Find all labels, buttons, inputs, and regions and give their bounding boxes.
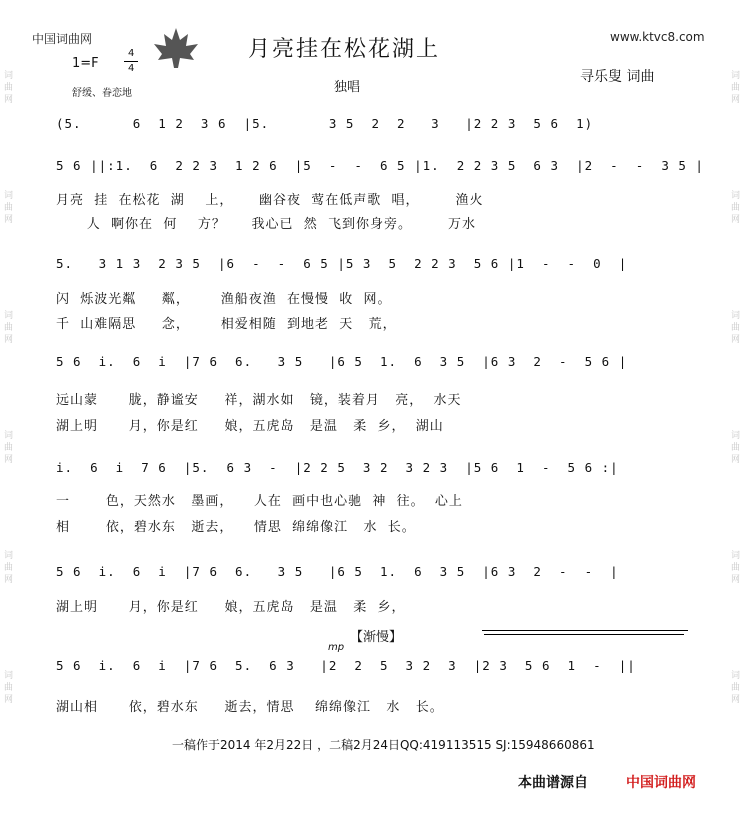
source-site: 中国词曲网 <box>626 775 696 791</box>
notation-line-5: i. 6 i 7 6 |5. 6 3 - |2 2 5 3 2 3 2 3 |5 6 1 - 5 6 :| <box>56 460 619 475</box>
time-signature-divider <box>124 61 138 62</box>
notation-line-3: 5. 3 1 3 2 3 5 |6 - - 6 5 |5 3 5 2 2 3 5 6 |1 - - 0 | <box>56 256 628 271</box>
notation-line-6: 5 6 i. 6 i |7 6 6. 3 5 |6 5 1. 6 3 5 |6 3 2 - - | <box>56 564 619 579</box>
watermark-right: 词曲网 <box>731 71 741 105</box>
site-url: www.ktvc8.com <box>610 30 705 44</box>
performance-form: 独唱 <box>334 80 361 95</box>
song-title: 月亮挂在松花湖上 <box>248 37 441 62</box>
watermark-left: 词曲网 <box>4 71 14 105</box>
lyrics-line-4-verse-1: 远山蒙 胧，静谧安 祥，湖水如 镜，装着月 亮， 水天 <box>56 393 462 408</box>
time-signature-top: 4 <box>128 48 135 59</box>
watermark-left: 词曲网 <box>4 671 14 705</box>
watermark-left: 词曲网 <box>4 191 14 225</box>
watermark-right: 词曲网 <box>731 191 741 225</box>
site-name-left: 中国词曲网 <box>32 32 93 46</box>
author-credit: 寻乐叟 词曲 <box>580 69 655 85</box>
maple-leaf-icon <box>152 26 200 70</box>
composition-note: 一稿作于2014 年2月22日 ，二稿2月24日QQ:419113515 SJ:15948660861 <box>172 738 595 752</box>
lyrics-line-5-verse-2: 相 依，碧水东 逝去， 情思 绵绵像江 水 长。 <box>56 520 416 535</box>
watermark-right: 词曲网 <box>731 671 741 705</box>
notation-line-2: 5 6 ||:1. 6 2 2 3 1 2 6 |5 - - 6 5 |1. 2 2 3 5 6 3 |2 - - 3 5 | <box>56 158 704 173</box>
tempo-change-marking: 【渐慢】 <box>350 630 403 645</box>
watermark-right: 词曲网 <box>731 431 741 465</box>
time-signature-bottom: 4 <box>128 63 135 74</box>
source-label: 本曲谱源自 <box>518 775 588 791</box>
notation-line-1: (5. 6 1 2 3 6 |5. 3 5 2 2 3 |2 2 3 5 6 1) <box>56 116 594 131</box>
lyrics-line-4-verse-2: 湖上明 月，你是红 娘，五虎岛 是温 柔 乡， 湖山 <box>56 419 444 434</box>
notation-line-4: 5 6 i. 6 i |7 6 6. 3 5 |6 5 1. 6 3 5 |6 3 2 - 5 6 | <box>56 354 628 369</box>
ritardando-line <box>484 634 684 635</box>
watermark-left: 词曲网 <box>4 551 14 585</box>
lyrics-line-6: 湖上明 月，你是红 娘，五虎岛 是温 柔 乡， <box>56 600 406 615</box>
lyrics-line-2-verse-1: 月亮 挂 在松花 湖 上， 幽谷夜 莺在低声歌 唱， 渔火 <box>56 193 484 208</box>
lyrics-line-3-verse-1: 闪 烁波光粼 粼， 渔船夜渔 在慢慢 收 网。 <box>56 292 392 307</box>
notation-line-7: 5 6 i. 6 i |7 6 5. 6 3 |2 2 5 3 2 3 |2 3 5 6 1 - || <box>56 658 636 673</box>
tempo-marking: 舒缓、眷恋地 <box>72 88 132 99</box>
key-signature: 1=F <box>72 56 99 71</box>
lyrics-line-2-verse-2: 人 啊你在 何 方？ 我心已 然 飞到你身旁。 万水 <box>56 217 476 232</box>
watermark-right: 词曲网 <box>731 311 741 345</box>
ritardando-line <box>482 630 688 631</box>
lyrics-line-3-verse-2: 千 山难隔思 念， 相爱相随 到地老 天 荒， <box>56 317 397 332</box>
watermark-left: 词曲网 <box>4 431 14 465</box>
watermark-left: 词曲网 <box>4 311 14 345</box>
lyrics-line-5-verse-1: 一 色，天然水 墨画， 人在 画中也心驰 神 往。 心上 <box>56 494 463 509</box>
dynamic-marking: mp <box>328 642 345 653</box>
lyrics-line-7: 湖山相 依，碧水东 逝去，情思 绵绵像江 水 长。 <box>56 700 444 715</box>
watermark-right: 词曲网 <box>731 551 741 585</box>
